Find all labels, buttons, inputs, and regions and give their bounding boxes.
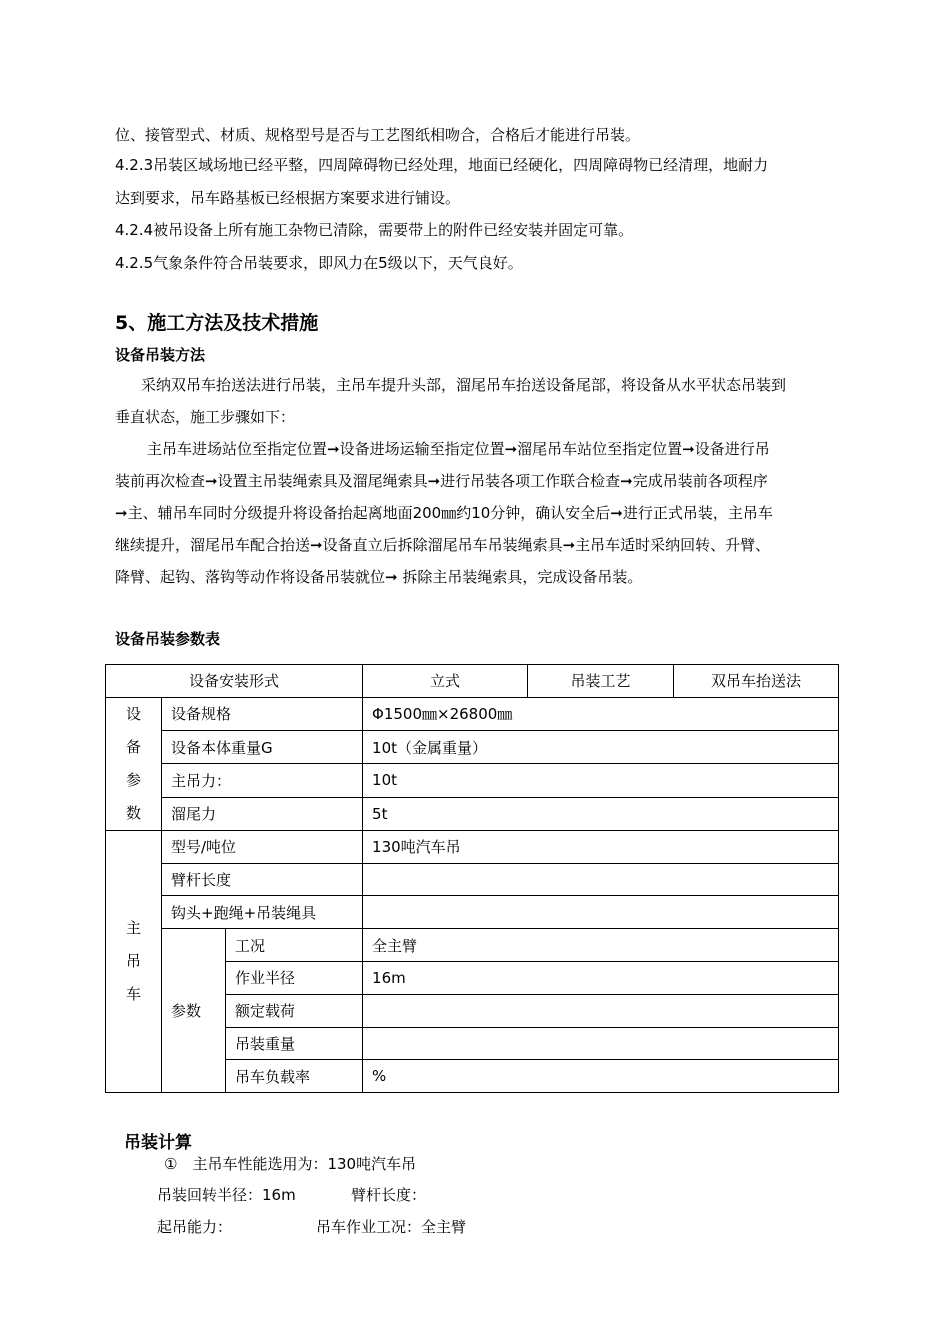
row-value: 10t（金属重量） — [363, 731, 839, 764]
row-label: 额定载荷 — [226, 994, 363, 1027]
steps-line: 继续提升，溜尾吊车配合抬送➞设备直立后拆除溜尾吊车吊装绳索具➞主吊车适时采纳回转、升臂、 — [115, 536, 771, 554]
table-row — [106, 830, 839, 863]
table-header-row — [106, 665, 839, 698]
row-value: 全主臂 — [363, 929, 839, 962]
row-value: % — [363, 1060, 839, 1093]
table-row — [106, 896, 839, 929]
group-label: 主吊车 — [126, 918, 142, 1003]
row-value — [363, 896, 839, 929]
row-label: 溜尾力 — [162, 797, 363, 830]
row-label: 主吊力： — [162, 764, 363, 797]
row-label: 钩头+跑绳+吊装绳具 — [162, 896, 363, 929]
row-label: 设备规格 — [162, 697, 363, 730]
row-value: Φ1500㎜×26800㎜ — [363, 697, 839, 730]
row-label: 吊车负载率 — [226, 1060, 363, 1093]
steps-line: 装前再次检查➞设置主吊装绳索具及溜尾绳索具➞进行吊装各项工作联合检查➞完成吊装前各项程序 — [115, 472, 768, 490]
paragraph-line: 4.2.5气象条件符合吊装要求，即风力在5级以下，天气良好。 — [115, 254, 523, 272]
row-value — [363, 994, 839, 1027]
steps-line: 主吊车进场站位至指定位置➞设备进场运输至指定位置➞溜尾吊车站位至指定位置➞设备进行吊 — [147, 440, 770, 458]
table-row — [106, 697, 839, 730]
steps-line: 降臂、起钩、落钩等动作将设备吊装就位➞ 拆除主吊装绳索具，完成设备吊装。 — [115, 568, 643, 586]
calc-boom-length: 臂杆长度： — [351, 1186, 427, 1204]
row-value — [363, 1027, 839, 1060]
table-row — [106, 929, 839, 962]
calc-line: ① 主吊车性能选用为：130吨汽车吊 — [164, 1155, 417, 1173]
paragraph-line: 位、接管型式、材质、规格型号是否与工艺图纸相吻合，合格后才能进行吊装。 — [115, 126, 641, 144]
group-label-cell — [106, 697, 162, 830]
paragraph-line: 采纳双吊车抬送法进行吊装，主吊车提升头部，溜尾吊车抬送设备尾部，将设备从水平状态吊装到 — [141, 376, 787, 394]
row-value: 130吨汽车吊 — [363, 830, 839, 863]
row-value — [363, 863, 839, 896]
paragraph-line: 达到要求，吊车路基板已经根据方案要求进行铺设。 — [115, 189, 461, 207]
table-row — [106, 797, 839, 830]
header-cell: 立式 — [363, 665, 528, 698]
row-label: 设备本体重量G — [162, 731, 363, 764]
section-subheading: 设备吊装方法 — [115, 346, 206, 364]
table-row — [106, 764, 839, 797]
calc-heading: 吊装计算 — [124, 1133, 192, 1153]
header-cell: 双吊车抬送法 — [674, 665, 839, 698]
table-title: 设备吊装参数表 — [115, 630, 221, 648]
calc-radius: 吊装回转半径：16m — [157, 1186, 296, 1204]
calc-condition: 吊车作业工况：全主臂 — [316, 1218, 467, 1236]
row-label: 作业半径 — [226, 961, 363, 994]
table-row — [106, 863, 839, 896]
row-value: 10t — [363, 764, 839, 797]
section-heading: 5、施工方法及技术措施 — [115, 312, 319, 334]
steps-line: ➞主、辅吊车同时分级提升将设备抬起离地面200㎜约10分钟，确认安全后➞进行正式吊装，主吊车 — [115, 504, 773, 522]
row-label: 工况 — [226, 929, 363, 962]
header-cell: 吊装工艺 — [528, 665, 674, 698]
row-value: 16m — [363, 961, 839, 994]
group-label: 设备参数 — [126, 704, 142, 822]
row-label: 臂杆长度 — [162, 863, 363, 896]
params-label-cell: 参数 — [162, 929, 226, 1093]
parameter-table — [105, 664, 839, 1093]
paragraph-line: 4.2.4被吊设备上所有施工杂物已清除，需要带上的附件已经安装并固定可靠。 — [115, 221, 634, 239]
paragraph-line: 4.2.3吊装区域场地已经平整，四周障碍物已经处理，地面已经硬化，四周障碍物已经清理，地耐力 — [115, 156, 769, 174]
paragraph-line: 垂直状态，施工步骤如下： — [115, 408, 296, 426]
group-label-cell — [106, 830, 162, 1092]
row-value: 5t — [363, 797, 839, 830]
row-label: 吊装重量 — [226, 1027, 363, 1060]
calc-capacity: 起吊能力： — [157, 1218, 233, 1236]
row-label: 型号/吨位 — [162, 830, 363, 863]
table-row — [106, 731, 839, 764]
header-cell: 设备安装形式 — [106, 665, 363, 698]
